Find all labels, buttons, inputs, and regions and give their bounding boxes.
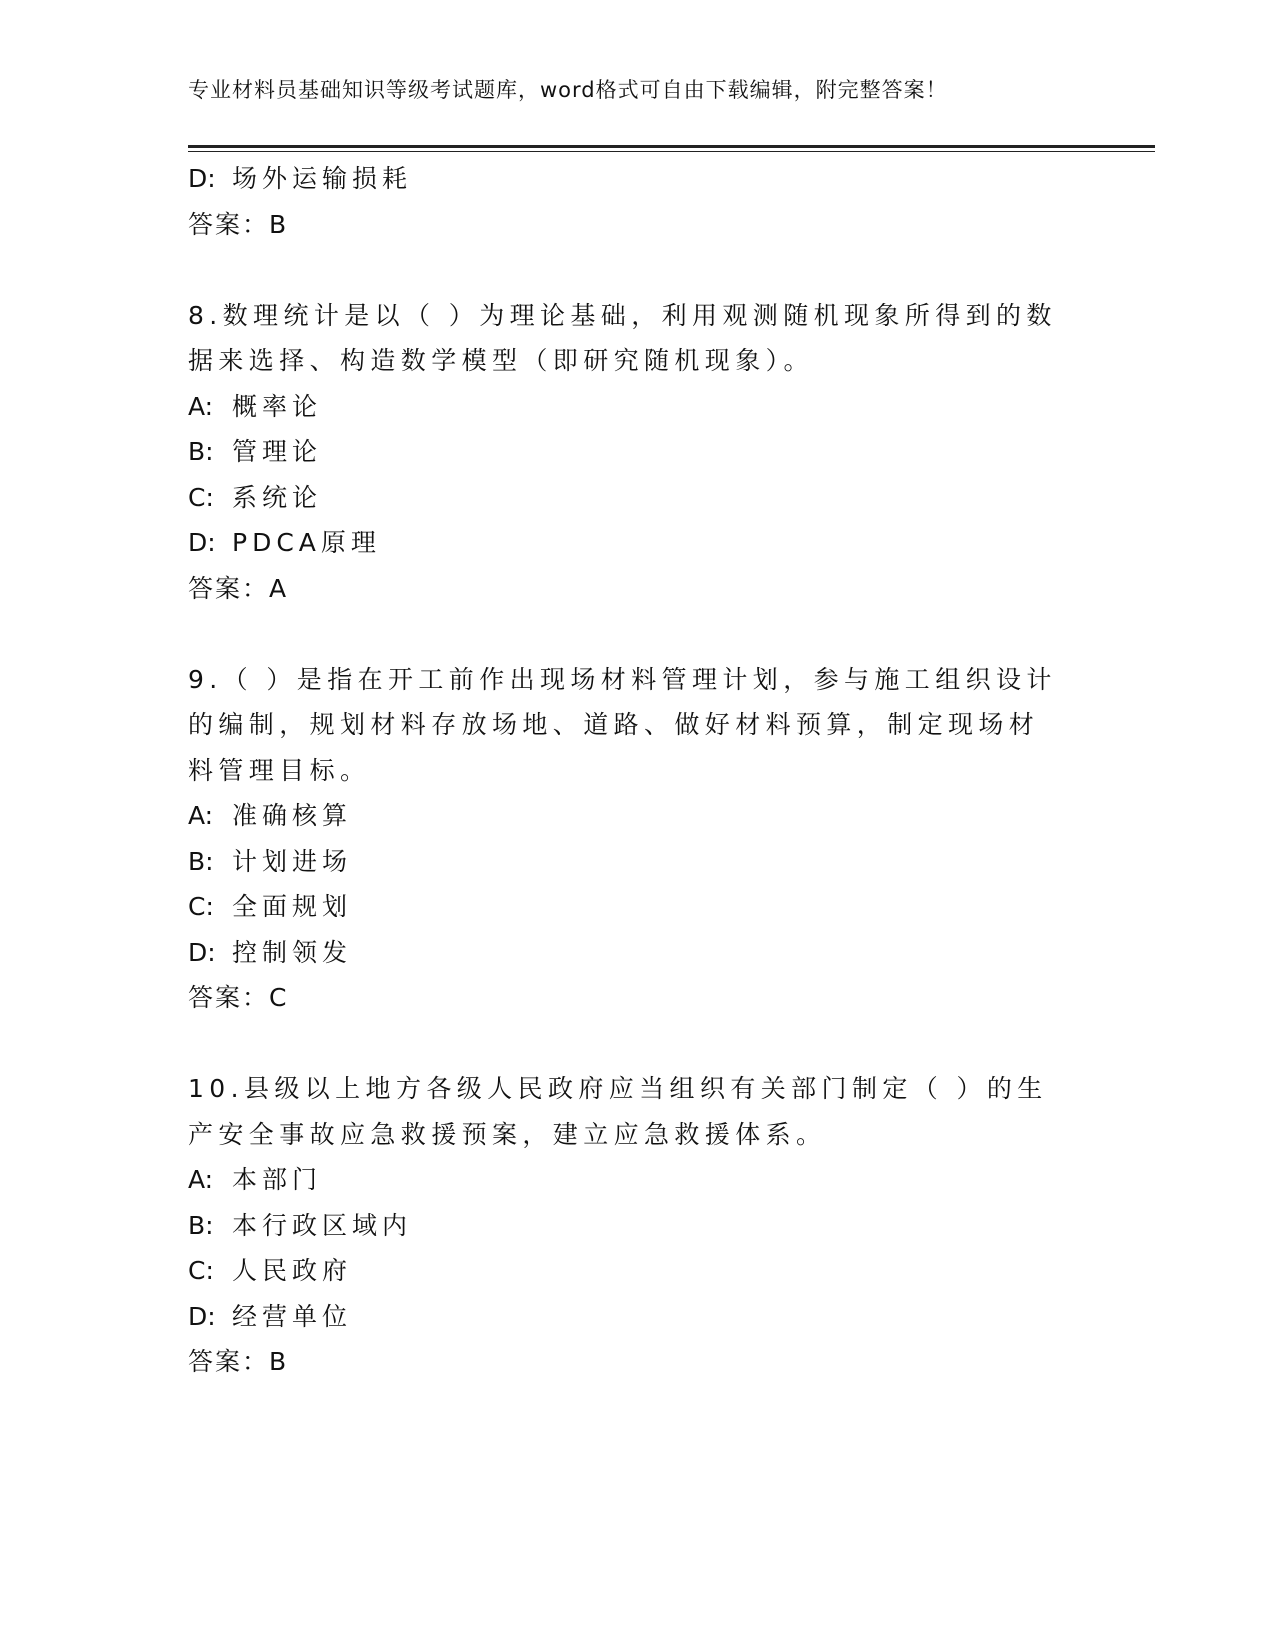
option-text: 本行政区域内 (232, 1210, 413, 1240)
q10-option-a (188, 1157, 1088, 1203)
question-list (188, 156, 1088, 1385)
option-label: B: (188, 1210, 214, 1240)
option-text: PDCA原理 (232, 528, 381, 557)
header-rule-thin (188, 151, 1155, 152)
option-label: D: (188, 937, 216, 967)
option-label: A: (188, 391, 214, 421)
q8-option-b (188, 429, 1088, 475)
option-label: C: (188, 1256, 214, 1285)
q9-option-b (188, 839, 1088, 885)
option-label: C: (188, 892, 214, 921)
option-text: 本部门 (232, 1165, 323, 1194)
question-10-text: 10.县级以上地方各级人民政府应当组织有关部门制定（ ）的生产安全事故应急救援预案，建立应急救援体系。 (188, 1074, 1048, 1149)
q10-answer: 答案：B (188, 1347, 289, 1376)
spacer (188, 611, 1088, 657)
page-header: 专业材料员基础知识等级考试题库，word格式可自由下载编辑，附完整答案！ (188, 78, 948, 102)
q10-option-b (188, 1203, 1088, 1249)
q10-option-d (188, 1294, 1088, 1340)
spacer (188, 1021, 1088, 1067)
option-label: D: (188, 528, 216, 557)
q8-option-c (188, 475, 1088, 521)
q8-option-d (188, 520, 1088, 566)
option-text: 管理论 (232, 437, 323, 466)
header-rule-thick (188, 145, 1155, 148)
option-label: D: (188, 164, 216, 193)
option-text: 人民政府 (232, 1256, 353, 1285)
option-text: 场外运输损耗 (232, 164, 413, 193)
option-text: 经营单位 (232, 1301, 353, 1331)
option-text: 准确核算 (232, 801, 353, 830)
question-8-text: 8.数理统计是以（ ）为理论基础，利用观测随机现象所得到的数据来选择、构造数学模型（即研究随机现象）。 (188, 300, 1057, 375)
option-text: 控制领发 (232, 937, 353, 967)
option-label: C: (188, 482, 214, 512)
q9-answer: 答案：C (188, 983, 289, 1012)
question-9-text: 9.（ ）是指在开工前作出现场材料管理计划，参与施工组织设计的编制，规划材料存放场地、道路、做好材料预算，制定现场材料管理目标。 (188, 664, 1057, 785)
option-text: 概率论 (232, 391, 323, 421)
prev-answer: 答案：B (188, 209, 289, 239)
option-label: A: (188, 1165, 214, 1194)
q10-option-c (188, 1248, 1088, 1294)
option-text: 系统论 (232, 482, 323, 512)
option-text: 计划进场 (232, 846, 353, 876)
option-label: B: (188, 846, 214, 876)
spacer (188, 247, 1088, 293)
q9-option-a (188, 793, 1088, 839)
q8-answer: 答案：A (188, 573, 289, 603)
q8-option-a (188, 384, 1088, 430)
q9-option-d (188, 930, 1088, 976)
prev-option-d (188, 156, 1088, 202)
option-text: 全面规划 (232, 892, 353, 921)
option-label: D: (188, 1301, 216, 1331)
option-label: B: (188, 437, 214, 466)
q9-option-c (188, 884, 1088, 930)
option-label: A: (188, 801, 214, 830)
